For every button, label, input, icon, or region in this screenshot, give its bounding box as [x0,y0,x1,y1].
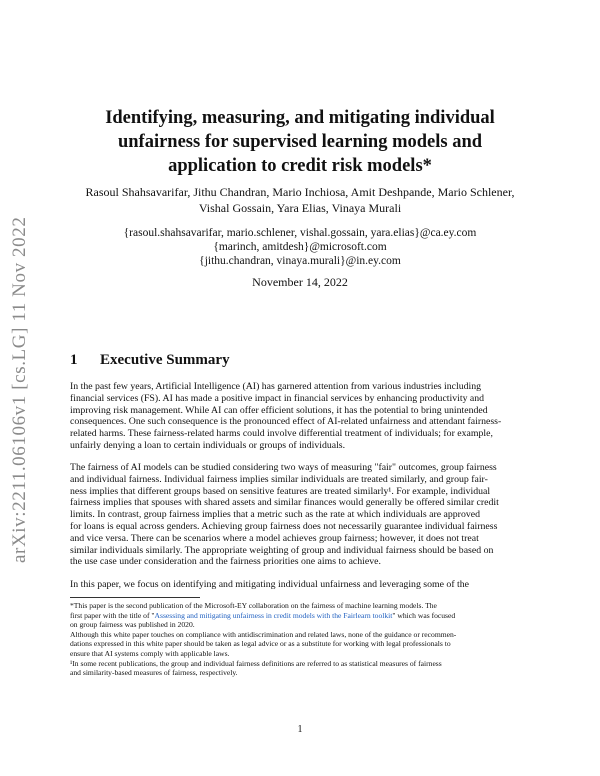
text-line: improving risk management. While AI can offer efficient solutions, it has the potential to bring unintended [70,404,488,416]
email-line: {marinch, amitdesh}@microsoft.com [213,241,387,253]
footnote-line: ensure that AI systems comply with applicable laws. [70,648,230,658]
text-line: and individual fairness. Individual fairness implies similar individuals are treated similarly, and group fair- [70,473,488,485]
paragraph-focus [70,579,532,591]
footnotes [70,601,532,678]
author-list [60,184,540,216]
footnote-line: ¹In some recent publications, the group and individual fairness definitions are referred to as statistical measures of fairness [70,658,442,668]
title-line: Identifying, measuring, and mitigating individual [105,108,495,128]
author-line: Vishal Gossain, Yara Elias, Vinaya Murali [198,201,402,215]
text-line: ness implies that different groups based on sensitive features are treated similarly¹. For example, individual [70,485,491,497]
text-line: for loans is equal across genders. Achieving group fairness does not necessarily guarantee individual fairness [70,520,498,532]
page-number: 1 [297,724,303,735]
section-title: Executive Summary [100,352,230,368]
paragraph-intro [70,381,532,452]
text-line: related harms. These fairness-related harms could involve differential treatment of individuals; for example, [70,428,493,440]
text-line: limits. In contrast, group fairness implies that a metric such as the rate at which individuals are approved [70,509,480,521]
text-line: In the past few years, Artificial Intelligence (AI) has garnered attention from various industries including [70,381,482,392]
title-line: unfairness for supervised learning models and [117,132,483,152]
paper-date: November 14, 2022 [252,275,348,289]
footnote-line [70,611,532,621]
footnote-line: and similarity-based measures of fairness, respectively. [70,668,238,678]
paragraph-fairness [70,462,532,568]
footnote-text: " which was focused [392,610,456,620]
paper-title [60,106,540,178]
text-line: consequences. One such consequence is the pronounced effect of AI-related unfairness and attendant fairness- [70,416,502,428]
section-heading [70,352,230,369]
arxiv-stamp: arXiv:2211.06106v1 [cs.LG] 11 Nov 2022 [9,216,30,564]
text-line: and vice versa. There can be scenarios where a model achieves group fairness; however, it does not treat [70,532,479,544]
text-line: In this paper, we focus on identifying and mitigating individual unfairness and leveraging some of the [70,579,470,590]
email-line: {rasoul.shahsavarifar, mario.schlener, vishal.gossain, yara.elias}@ca.ey.com [123,227,477,239]
text-line: similar individuals similarly. The appropriate weighting of group and individual fairness should be based on [70,544,494,556]
footnote-line: dations expressed in this white paper should be taken as legal advice or as a substitute for working with legal professionals to [70,639,451,649]
footnote-line: on group fairness was published in 2020. [70,620,195,630]
footnote-line: Although this white paper touches on compliance with antidiscrimination and related laws, none of the guidance or recommen- [70,629,457,639]
section-number: 1 [70,352,78,368]
author-line: Rasoul Shahsavarifar, Jithu Chandran, Mario Inchiosa, Amit Deshpande, Mario Schlener, [85,185,515,199]
text-line: unfairly denying a loan to certain individuals or groups of individuals. [70,439,346,451]
text-line: fairness implies that spouses with shared assets and similar finances would generally be offered similar credit [70,497,499,509]
fairlearn-paper-link[interactable]: Assessing and mitigating unfairness in credit models with the Fairlearn toolkit [154,610,393,620]
title-line: application to credit risk models* [168,156,432,176]
text-line: The fairness of AI models can be studied considering two ways of measuring "fair" outcomes, group fairness [70,462,497,473]
footnote-line: *This paper is the second publication of the Microsoft-EY collaboration on the fairness of machine learning models. The [70,601,437,610]
email-list [60,226,540,268]
text-line: financial services (FS). AI has made a positive impact in financial services by enhancing productivity and [70,392,485,404]
footnote-rule [70,597,200,598]
email-line: {jithu.chandran, vinaya.murali}@in.ey.com [199,255,401,267]
text-line: the use case under consideration and the fairness priorities one aims to achieve. [70,556,381,568]
footnote-text: first paper with the title of " [70,610,155,620]
